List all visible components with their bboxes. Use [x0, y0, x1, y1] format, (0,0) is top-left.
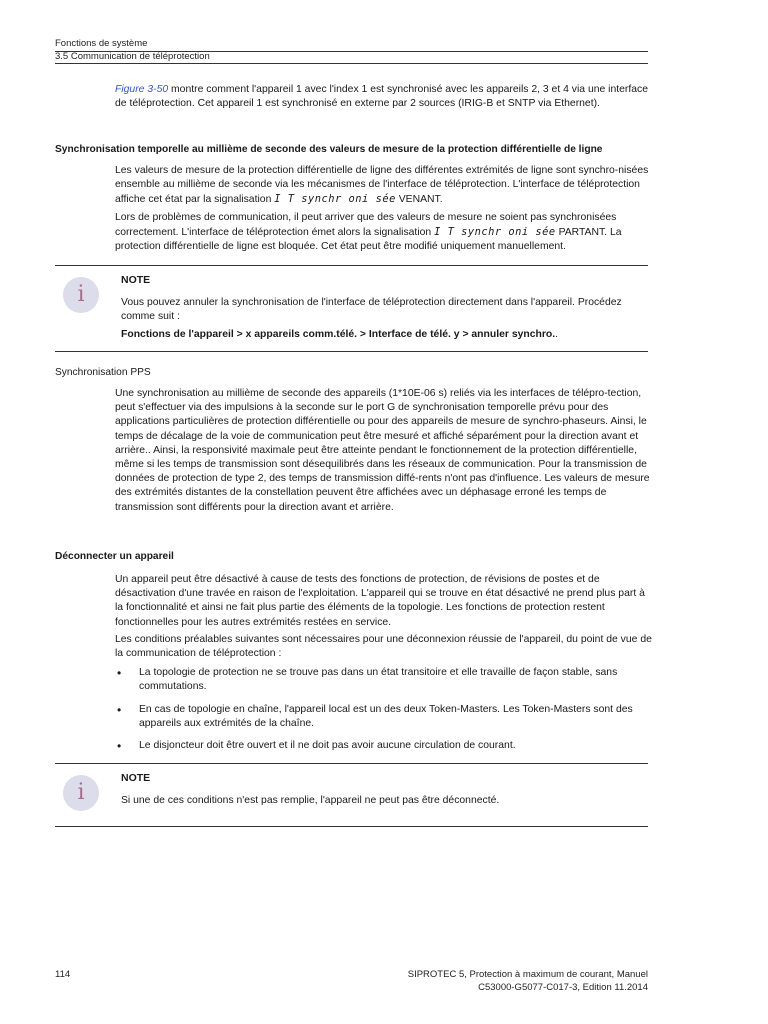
list-item: En cas de topologie en chaîne, l'appareil local est un des deux Token-Masters. Les Token-Masters sont des appareils aux extrémités de la chaîne.: [139, 704, 633, 730]
sync-ms-paragraph-2: [115, 211, 655, 255]
list-item: Le disjoncteur doit être ouvert et il ne doit pas avoir aucune circulation de courant.: [139, 740, 516, 751]
disconnect-paragraph-2: Les conditions préalables suivantes sont nécessaires pour une déconnexion réussie de l'appareil, du point de vue de la communication de téléprotection :: [115, 634, 652, 660]
note-title: NOTE: [121, 274, 151, 286]
menu-path-end: .: [555, 329, 559, 340]
section-heading-pps: Synchronisation PPS: [55, 367, 151, 378]
sync-ms-p1-end: VENANT.: [395, 194, 443, 206]
signal-name: I T synchr oni sée: [274, 193, 396, 206]
footer-manual-title: SIPROTEC 5, Protection à maximum de courant, Manuel: [407, 969, 648, 980]
list-item: La topologie de protection ne se trouve pas dans un état transitoire et elle travaille de façon stable, sans commutations.: [139, 667, 618, 693]
note-text: Si une de ces conditions n'est pas remplie, l'appareil ne peut pas être déconnecté.: [121, 795, 500, 806]
section-heading-disconnect: Déconnecter un appareil: [55, 551, 174, 562]
header-chapter: Fonctions de système: [55, 38, 148, 49]
sync-ms-p1-text: Les valeurs de mesure de la protection différentielle de ligne des différentes extrémités de ligne sont synchro-nisées ensemble au millième de seconde via les mécanismes de l'interface de téléprotection. L'interface de téléprotection affiche cet état par la signalisation: [115, 165, 649, 206]
bullet-marker: •: [117, 703, 122, 717]
header-section: 3.5 Communication de téléprotection: [55, 51, 210, 62]
figure-link[interactable]: Figure 3-50: [115, 84, 169, 95]
pps-paragraph: Une synchronisation au millième de seconde des appareils (1*10E-06 s) reliés via les interfaces de télépro-tection, peut s'effectuer via des impulsions à la seconde sur le port G de synchronisation temporelle prévu pour des applications particulières de protection différentielle ou pour des appareils de mesure de synchro-phaseurs. Ainsi, le temps de décalage de la voie de communication peut être mesuré et affiché séparément pour la direction avant et arrière.. Ainsi, la responsivité maximale peut être atteinte pendant le fonctionnement de la protection différentielle, même si les temps de transmission sont désequilibrés dans les réseaux de communication. Pour la transmission de données de protection de type 2, des temps de transmission diffé-rents n'ont pas d'influence. Les valeurs de mesure des extrémités distantes de la constellation peuvent être affichées avec un déphasage erroné les temps de transmission sont différents pour la direction avant et arrière.: [115, 388, 650, 513]
header-divider-bottom: [55, 63, 648, 64]
note-top-divider: [55, 763, 648, 764]
info-icon: i: [63, 775, 99, 811]
sync-ms-paragraph-1: [115, 164, 655, 208]
note-title: NOTE: [121, 772, 151, 784]
header-divider: [55, 51, 648, 52]
bullet-marker: •: [117, 739, 122, 753]
disconnect-paragraph-1: Un appareil peut être désactivé à cause de tests des fonctions de protection, de révisions de postes et de désactivation d'une travée en raison de l'exploitation. L'appareil qui se trouve en état désactivé ne prend plus part à la fonctionnalité et ainsi ne fait plus partie des éléments de la topologie. Les fonctions de protection restent fonctionnelles pour les autres extrémités restées en service.: [115, 574, 645, 628]
intro-text: montre comment l'appareil 1 avec l'index 1 est synchronisé avec les appareils 2, 3 et 4 via une interface de téléprotection. Cet appareil 1 est synchronisé en externe par 2 sources (IRIG-B et SNTP via Ethernet).: [115, 84, 649, 110]
sync-ms-p2-text: Lors de problèmes de communication, il peut arriver que des valeurs de mesure ne soient pas synchronisées correctement. L'interface de téléprotection émet alors la signalisation: [115, 212, 617, 239]
section-heading-sync-ms: Synchronisation temporelle au millième de seconde des valeurs de mesure de la protection différentielle de ligne: [55, 144, 603, 155]
note-bottom-divider: [55, 826, 648, 827]
sync-ms-p2-end: PARTANT. La protection différentielle de ligne est bloquée. Cet état peut être modifié uniquement manuellement.: [115, 227, 622, 253]
page-number: 114: [55, 969, 71, 980]
note-text: Vous pouvez annuler la synchronisation de l'interface de téléprotection directement dans l'appareil. Procédez comme suit :: [121, 297, 622, 323]
footer-doc-id: C53000-G5077-C017-3, Edition 11.2014: [478, 982, 648, 993]
note-bottom-divider: [55, 351, 648, 352]
info-icon: i: [63, 277, 99, 313]
note-top-divider: [55, 265, 648, 266]
menu-path: Fonctions de l'appareil > x appareils comm.télé. > Interface de télé. y > annuler synchro.: [121, 329, 556, 340]
bullet-marker: •: [117, 666, 122, 680]
note-menu-path: [121, 328, 641, 342]
intro-paragraph: [115, 83, 655, 111]
signal-name: I T synchr oni sée: [434, 226, 556, 239]
